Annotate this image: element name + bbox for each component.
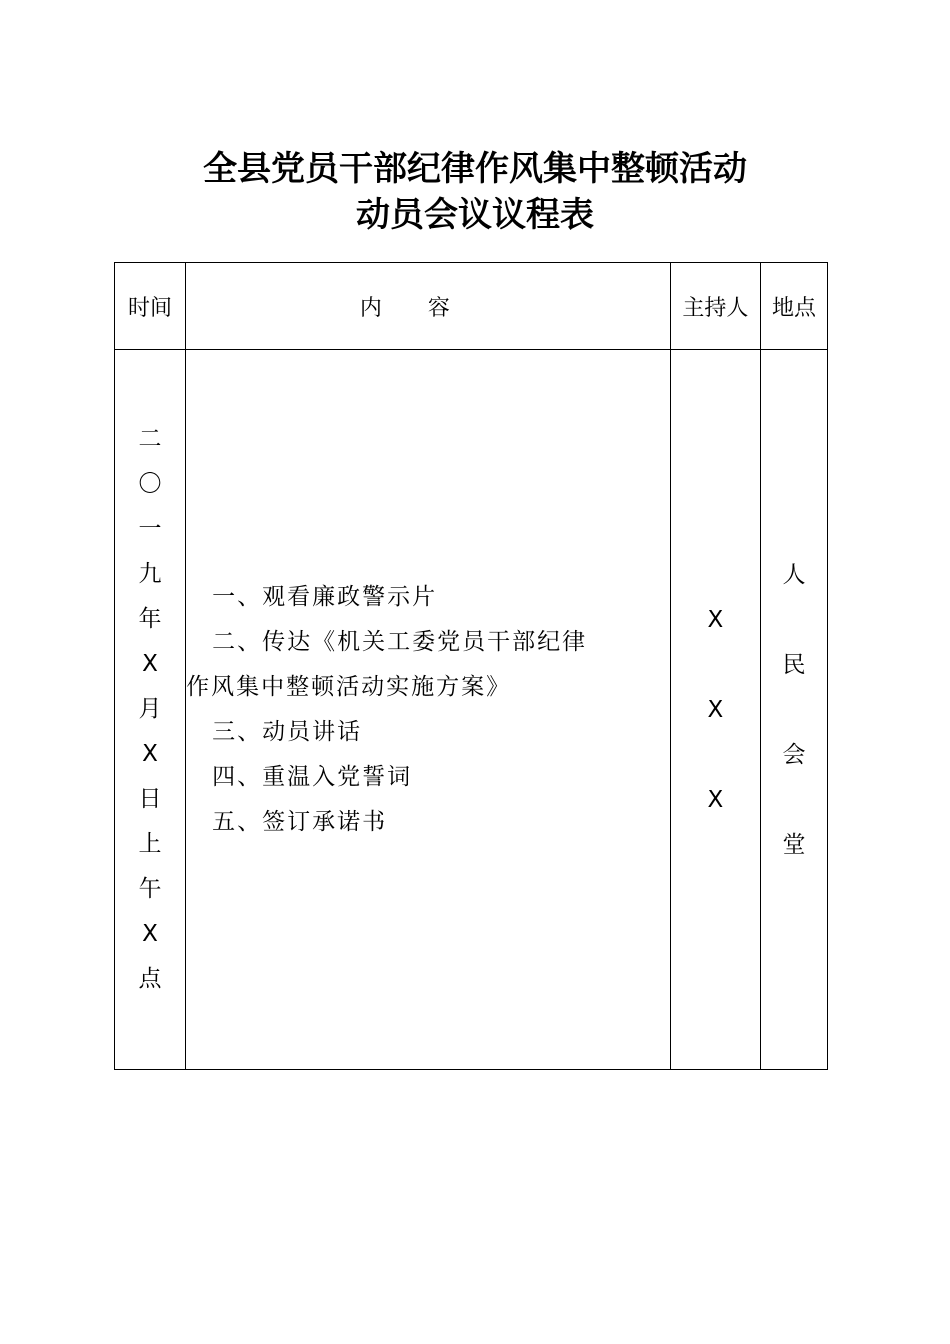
agenda-cell — [186, 350, 671, 1070]
time-cell — [115, 350, 186, 1070]
time-char: 上 — [138, 831, 162, 857]
place-char: 民 — [782, 651, 806, 678]
place-char: 堂 — [782, 831, 806, 858]
agenda-item: 三、动员讲话 — [212, 718, 363, 745]
time-char: 点 — [138, 966, 162, 992]
host-char: X — [707, 606, 724, 633]
agenda-item: 二、传达《机关工委党员干部纪律 — [212, 628, 588, 655]
table-header-row — [115, 263, 828, 350]
time-char: 九 — [138, 561, 162, 587]
host-char: X — [707, 696, 724, 723]
place-cell — [760, 350, 827, 1070]
place-char: 会 — [782, 741, 806, 768]
time-char: 年 — [138, 606, 162, 632]
host-cell — [670, 350, 760, 1070]
time-char: 月 — [138, 696, 162, 722]
time-char: 一 — [138, 516, 162, 542]
time-char: X — [142, 741, 158, 767]
agenda-item-continued: 作风集中整顿活动实施方案》 — [186, 673, 512, 700]
agenda-item: 五、签订承诺书 — [212, 808, 388, 835]
time-char: 二 — [138, 426, 162, 452]
time-char: 〇 — [138, 471, 162, 497]
agenda-item: 一、观看廉政警示片 — [212, 583, 438, 610]
header-host: 主持人 — [670, 263, 760, 350]
time-char: 日 — [138, 786, 162, 812]
agenda-table — [114, 262, 828, 1070]
agenda-item: 四、重温入党誓词 — [212, 763, 413, 790]
header-content: 内容 — [186, 263, 671, 350]
time-char: 午 — [138, 876, 162, 902]
document-title-line-1: 全县党员干部纪律作风集中整顿活动 — [203, 149, 747, 189]
time-char: X — [142, 651, 158, 677]
place-char: 人 — [782, 561, 806, 588]
host-char: X — [707, 786, 724, 813]
document-title-line-2: 动员会议议程表 — [356, 195, 594, 235]
header-time: 时间 — [115, 263, 186, 350]
time-char: X — [142, 921, 158, 947]
header-place: 地点 — [760, 263, 827, 350]
table-body-row — [115, 350, 828, 1070]
